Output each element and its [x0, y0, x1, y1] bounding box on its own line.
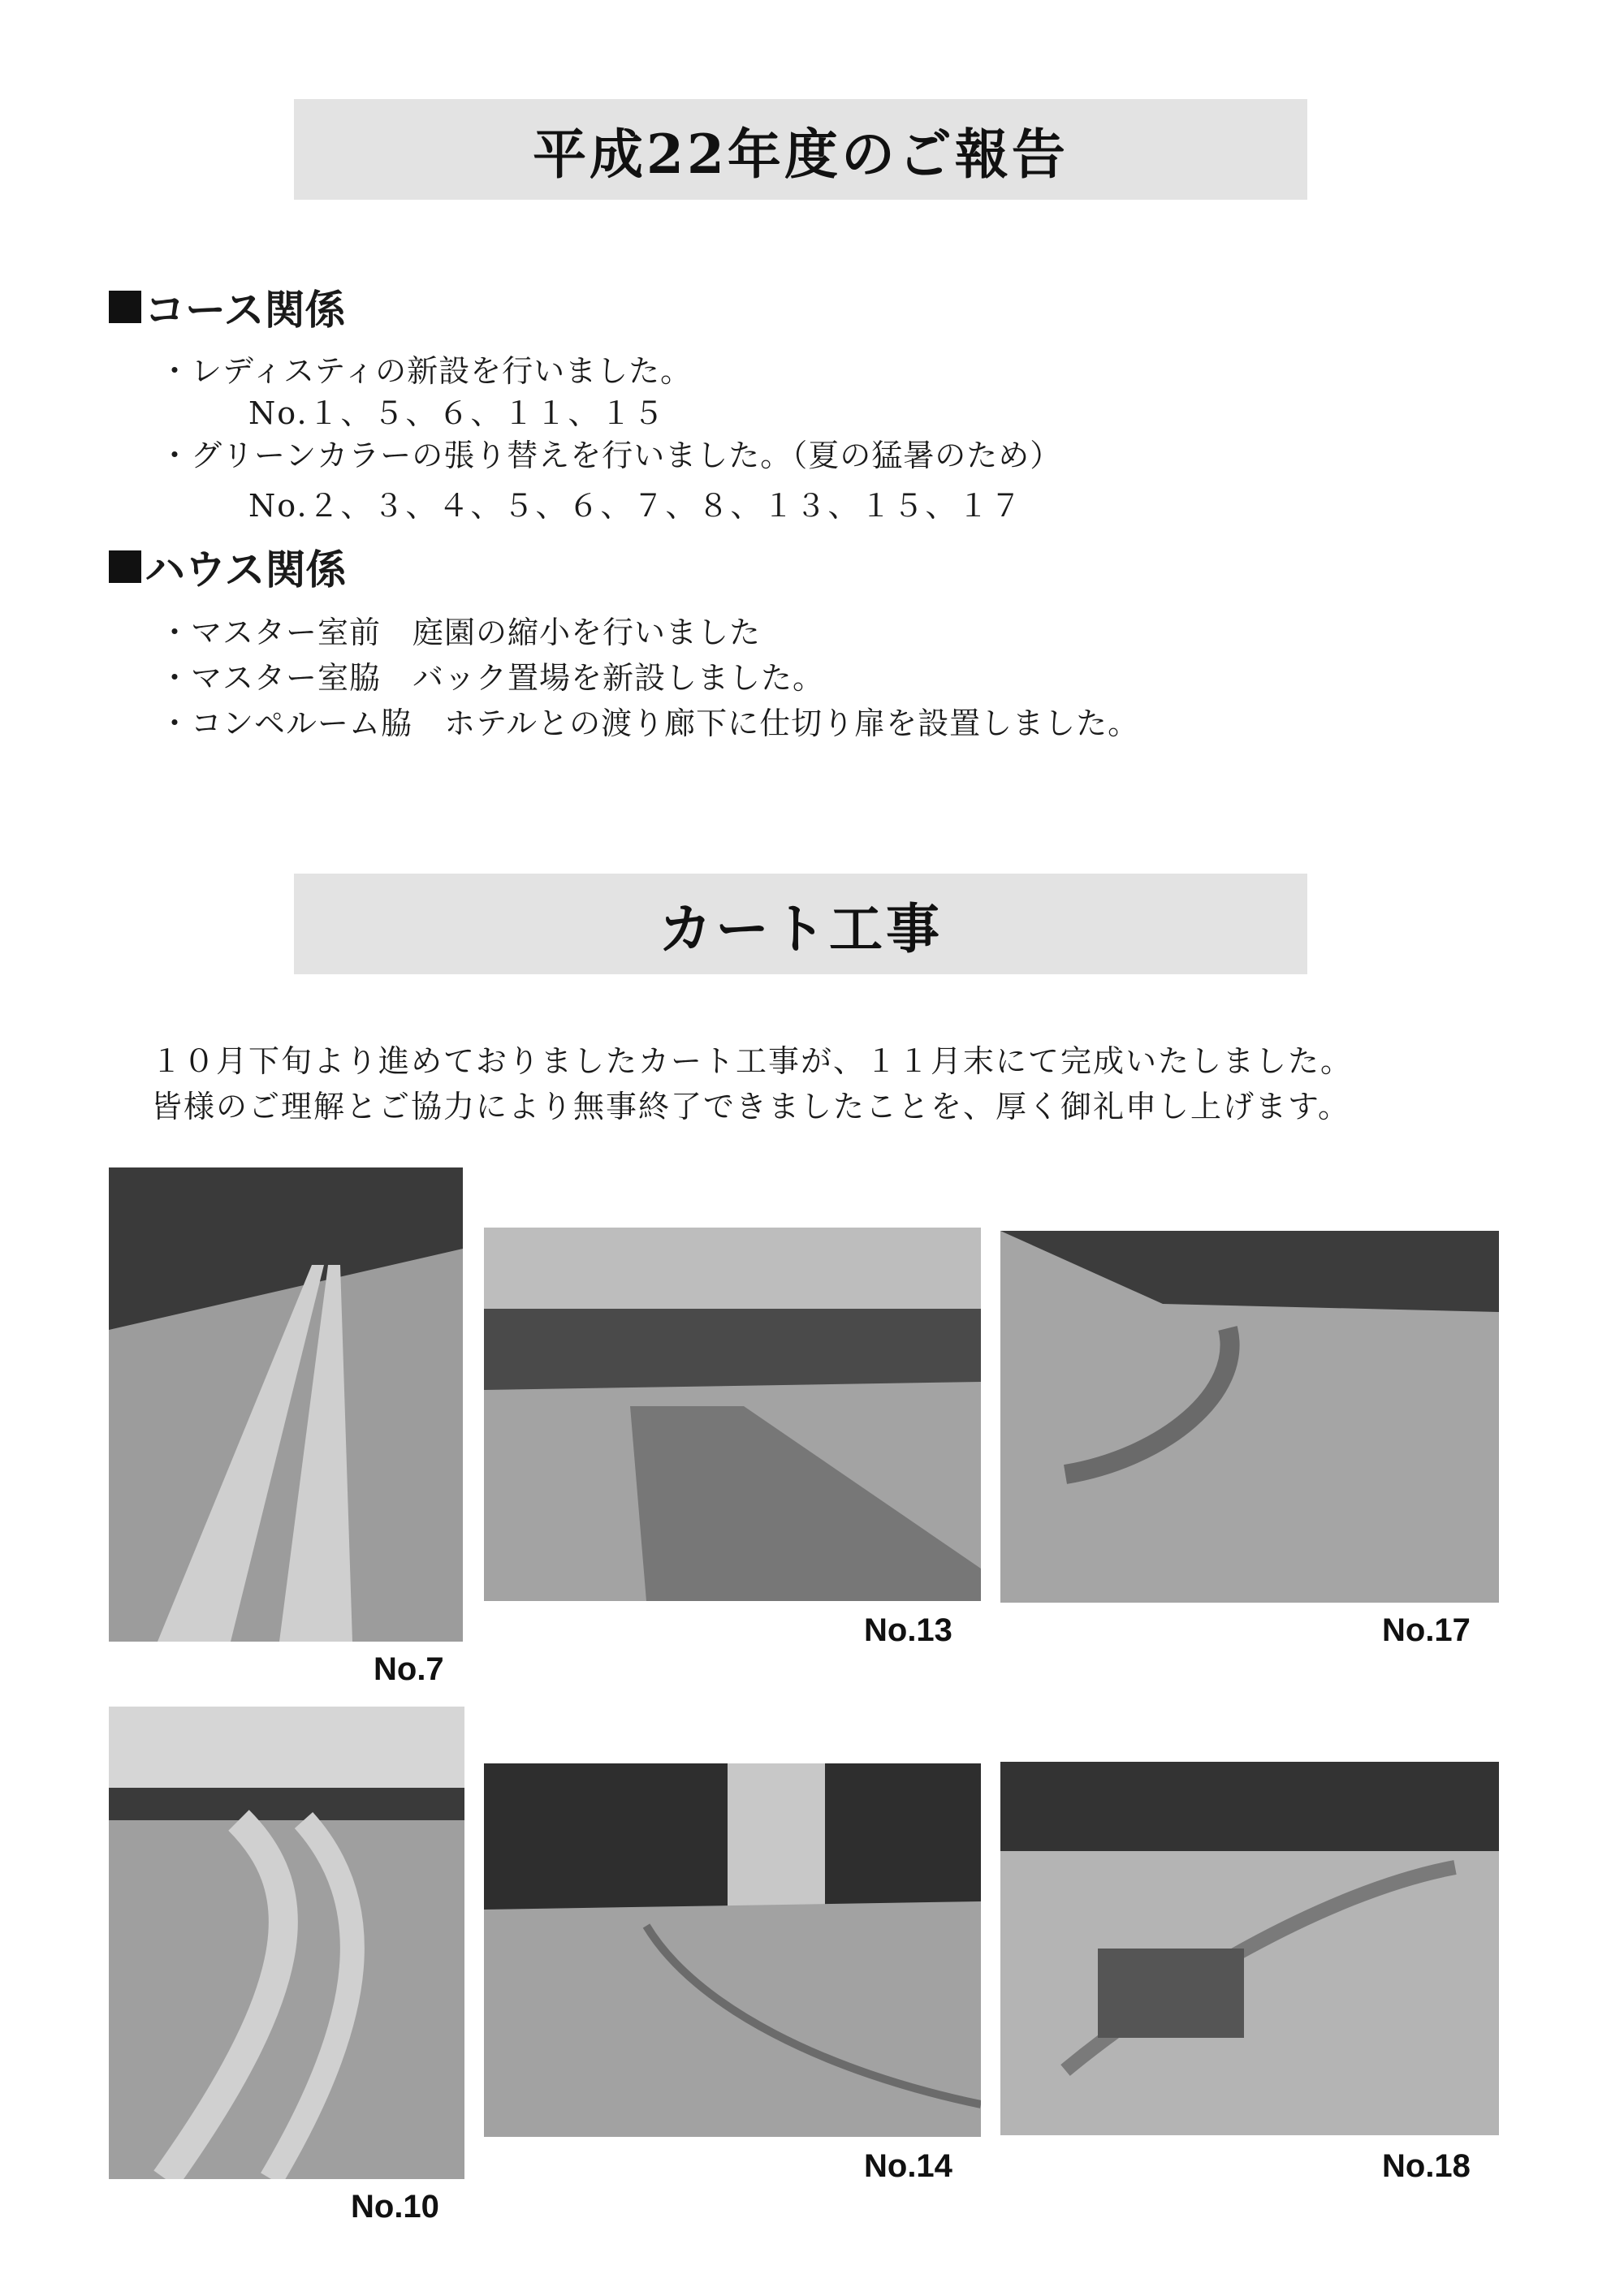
cart-paragraph-line-1: １０月下旬より進めておりましたカート工事が、１１月末にて完成いたしました。	[151, 1043, 1354, 1079]
cart-photo-no13	[484, 1228, 981, 1601]
course-item-green-collar-holes: No.２、３、４、５、６、７、８、１３、１５、１７	[248, 488, 1023, 524]
cart-photo-no14	[484, 1763, 981, 2137]
house-item-bag-storage: ・マスター室脇 バック置場を新設しました。	[159, 660, 825, 696]
cart-photo-no10	[109, 1707, 464, 2179]
caption-no18: No.18	[1382, 2148, 1471, 2184]
black-square-icon	[109, 291, 141, 323]
course-item-ladies-tee-holes: No.１、５、６、１１、１５	[248, 395, 666, 431]
house-item-partition-door: ・コンペルーム脇 ホテルとの渡り廊下に仕切り扉を設置しました。	[159, 706, 1140, 741]
caption-no17: No.17	[1382, 1612, 1471, 1648]
house-item-garden: ・マスター室前 庭園の縮小を行いました	[159, 615, 762, 650]
report-title-banner	[294, 99, 1307, 200]
cart-title: カート工事	[659, 896, 943, 960]
house-section-heading	[109, 537, 347, 596]
caption-no10: No.10	[351, 2189, 439, 2225]
course-section-heading	[109, 278, 346, 336]
course-item-green-collar: ・グリーンカラーの張り替えを行いました。（夏の猛暑のため）	[159, 438, 1062, 473]
caption-no7: No.7	[374, 1651, 444, 1687]
caption-no14: No.14	[864, 2148, 952, 2184]
cart-paragraph-line-2: 皆様のご理解とご協力により無事終了できましたことを、厚く御礼申し上げます。	[151, 1089, 1350, 1124]
house-heading-text: ハウス関係	[145, 546, 347, 593]
cart-title-banner	[294, 874, 1307, 974]
black-square-icon	[109, 550, 141, 583]
course-heading-text: コース関係	[145, 286, 346, 334]
cart-photo-no18	[1000, 1762, 1499, 2135]
caption-no13: No.13	[864, 1612, 952, 1648]
cart-photo-no7	[109, 1167, 463, 1642]
report-title: 平成22年度のご報告	[533, 122, 1069, 186]
cart-photo-no17	[1000, 1231, 1499, 1603]
course-item-ladies-tee: ・レディスティの新設を行いました。	[159, 353, 693, 389]
